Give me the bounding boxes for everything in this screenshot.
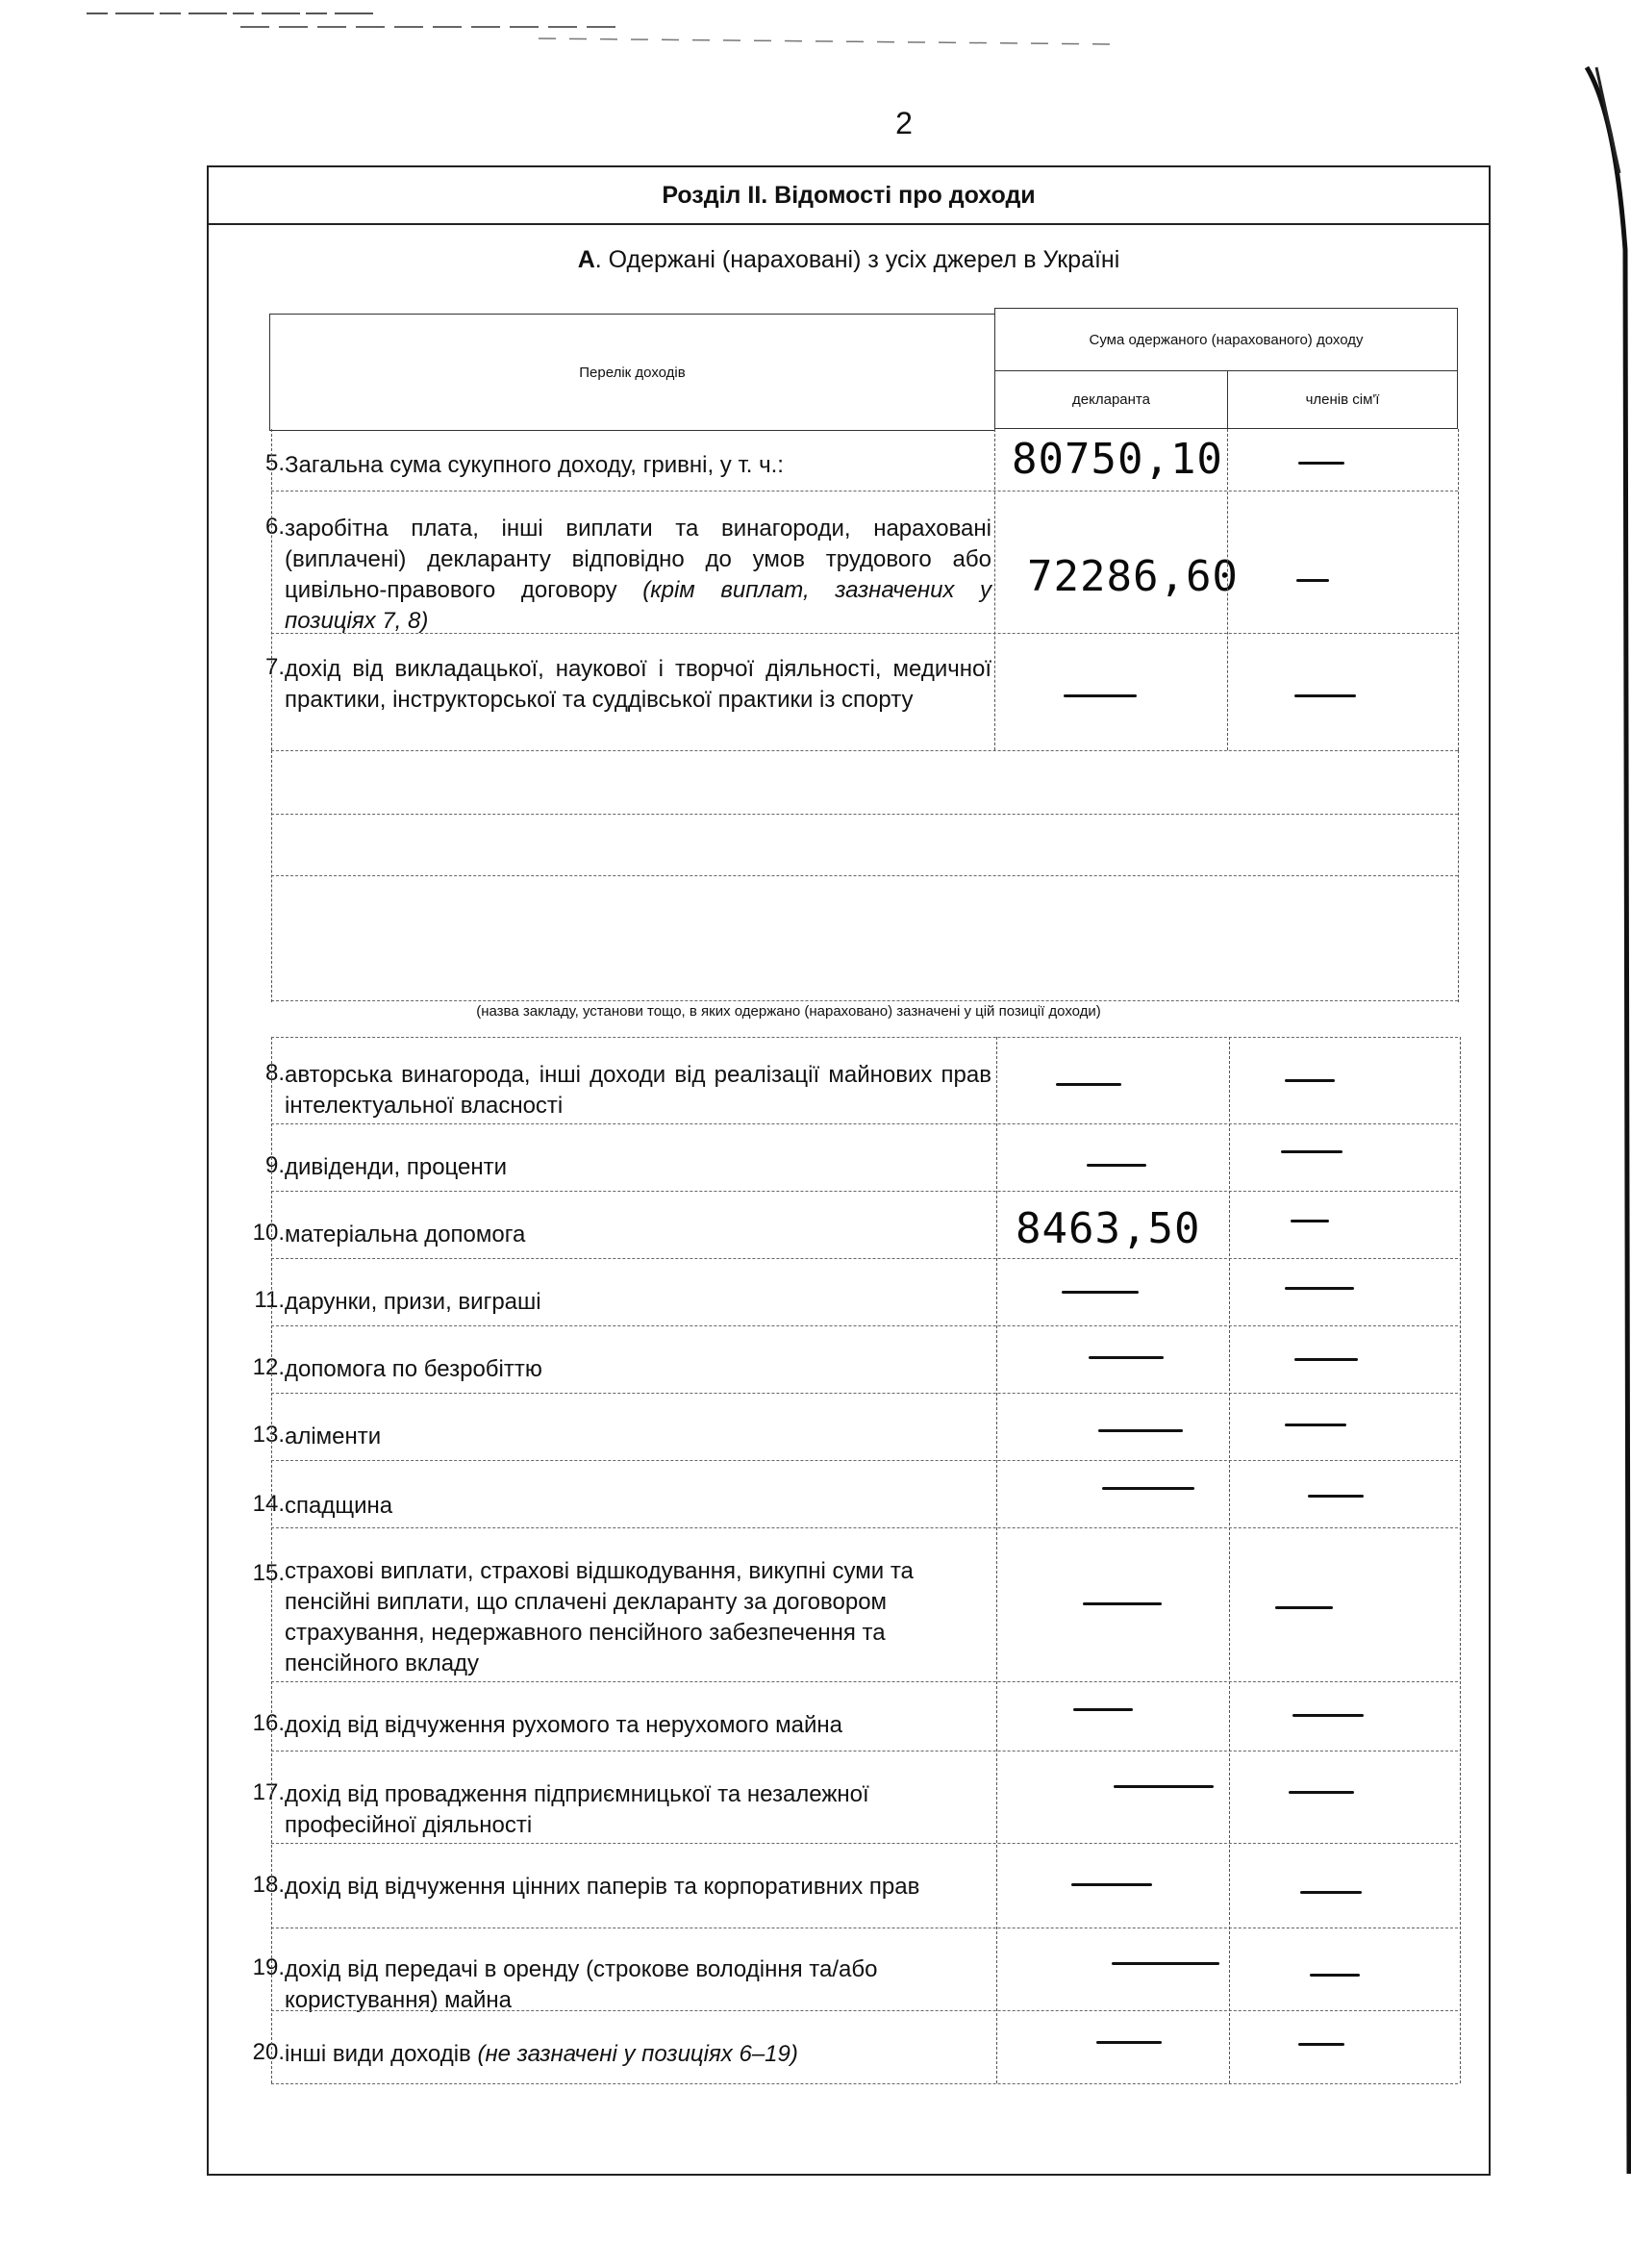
row-description-text: інші види доходів [285,2041,471,2067]
row-description: дохід від відчуження рухомого та нерухомого майна [285,1712,842,1738]
row-description: дарунки, призи, виграші [285,1289,541,1315]
row-description [285,514,991,637]
family-amount-dash [1281,1150,1342,1153]
row-number: 7. [264,654,285,680]
family-amount-dash [1294,694,1356,697]
row-description: дивіденди, проценти [285,1154,508,1180]
column-separator [271,429,272,750]
row-separator [271,2083,1458,2084]
family-amount-dash [1300,1891,1362,1894]
row-description: авторська винагорода, інші доходи від реалізації майнових прав інтелектуальної власності [285,1062,991,1119]
declarant-amount-dash [1062,1291,1139,1294]
row-description: дохід від викладацької, наукової і творчої діяльності, медичної практики, інструкторської та суддівської практики із спорту [285,656,991,713]
subsection-text: . Одержані (нараховані) з усіх джерел в Україні [594,246,1120,273]
declarant-amount-dash [1087,1164,1146,1167]
declarant-amount-dash [1064,694,1137,697]
row-description: страхові виплати, страхові відшкодування, викупні суми та пенсійні виплати, що сплачені декларанту за договором страхування, недержавного пенсійного забезпечення та пенсійного вкладу [285,1558,914,1676]
row-separator [271,1393,1458,1394]
row-number: 9. [264,1152,285,1178]
institution-line [271,814,1458,815]
declarant-amount: 80750,10 [1012,435,1223,484]
header-amount: Сума одержаного (нарахованого) доходу [994,308,1458,371]
scan-artifact-right-edge [1577,58,1631,2174]
institution-line [271,750,1458,751]
column-separator [271,1037,272,2083]
row-number: 16. [252,1710,285,1736]
row-separator [271,1681,1458,1682]
header-income-list: Перелік доходів [269,314,995,431]
row-description: дохід від передачі в оренду (строкове володіння та/або користування) майна [285,1956,878,2013]
row-number: 17. [252,1779,285,1805]
family-amount-dash [1298,462,1344,465]
row-number: 15. [252,1560,285,1586]
declarant-amount-dash [1073,1708,1133,1711]
row-number: 5. [264,450,285,476]
family-amount-dash [1291,1220,1329,1222]
row-description-text: заробітна плата, інші виплати та винагороди, нараховані (виплачені) декларанту відповідно до умов трудового або цивільно-правового договору [285,516,991,603]
column-separator [271,750,272,1002]
row-description: допомога по безробіттю [285,1356,542,1382]
declarant-amount-dash [1112,1962,1219,1965]
row-separator [271,633,1458,634]
row-number: 11. [254,1287,285,1313]
row-description: аліменти [285,1424,382,1449]
family-amount-dash [1285,1424,1346,1426]
family-amount-dash [1285,1079,1335,1082]
row-separator [271,1191,1458,1192]
header-family: членів сім'ї [1227,370,1458,429]
row-separator [271,2010,1458,2011]
declarant-amount-dash [1098,1429,1183,1432]
family-amount-dash [1289,1791,1354,1794]
column-separator [994,429,995,750]
row-number: 6. [264,514,285,540]
column-separator [996,1037,997,2083]
row-number: 20. [252,2039,285,2065]
column-separator [1458,429,1459,750]
row-number: 12. [252,1354,285,1380]
row-separator [271,1123,1458,1124]
institution-caption: (назва закладу, установи тощо, в яких одержано (нараховано) зазначені у цій позиції доходи) [476,1003,1101,1020]
row-description-note: (крім виплат, зазначених у позиціях 7, 8) [285,577,991,634]
row-description [285,2039,1016,2070]
row-separator [271,1527,1458,1528]
row-separator [271,1258,1458,1259]
row-number: 13. [252,1422,285,1448]
column-separator [1229,1037,1230,2083]
column-separator [1227,429,1228,750]
row-description: дохід від провадження підприємницької та незалежної професійної діяльності [285,1781,869,1838]
row-number: 10. [252,1220,285,1246]
declarant-amount: 8463,50 [1016,1204,1201,1253]
scan-artifact-top [0,0,1631,58]
section-title: Розділ ІІ. Відомості про доходи [209,167,1489,225]
row-description: дохід від відчуження цінних паперів та корпоративних прав [285,1874,920,1900]
row-separator [271,1843,1458,1844]
family-amount-dash [1275,1606,1333,1609]
subsection-letter: А [577,246,595,273]
institution-line [271,1000,1458,1001]
declarant-amount-dash [1096,2041,1162,2044]
declarant-amount-dash [1089,1356,1164,1359]
institution-line [271,875,1458,876]
declarant-amount: 72286,60 [1027,552,1239,601]
row-number: 18. [252,1872,285,1898]
declarant-amount-dash [1102,1487,1194,1490]
declarant-amount-dash [1056,1083,1121,1086]
column-separator [1460,1037,1461,2083]
family-amount-dash [1298,2043,1344,2046]
row-description-note: (не зазначені у позиціях 6–19) [477,2041,798,2067]
family-amount-dash [1292,1714,1364,1717]
declarant-amount-dash [1083,1602,1162,1605]
row-description: спадщина [285,1493,393,1519]
row-description: матеріальна допомога [285,1222,526,1247]
declarant-amount-dash [1114,1785,1214,1788]
declarant-amount-dash [1071,1883,1152,1886]
row-number: 19. [252,1954,285,1980]
row-description: Загальна сума сукупного доходу, гривні, у т. ч.: [285,452,784,478]
row-separator [271,1037,1458,1038]
row-number: 14. [252,1491,285,1517]
header-declarant: декларанта [994,370,1228,429]
row-number: 8. [264,1060,285,1086]
column-separator [1458,750,1459,1002]
family-amount-dash [1294,1358,1358,1361]
family-amount-dash [1285,1287,1354,1290]
family-amount-dash [1310,1974,1360,1977]
family-amount-dash [1308,1495,1364,1498]
family-amount-dash [1296,579,1329,582]
page-number: 2 [895,106,913,140]
row-separator [271,1460,1458,1461]
row-separator [271,1325,1458,1326]
subsection-heading [209,246,1489,274]
